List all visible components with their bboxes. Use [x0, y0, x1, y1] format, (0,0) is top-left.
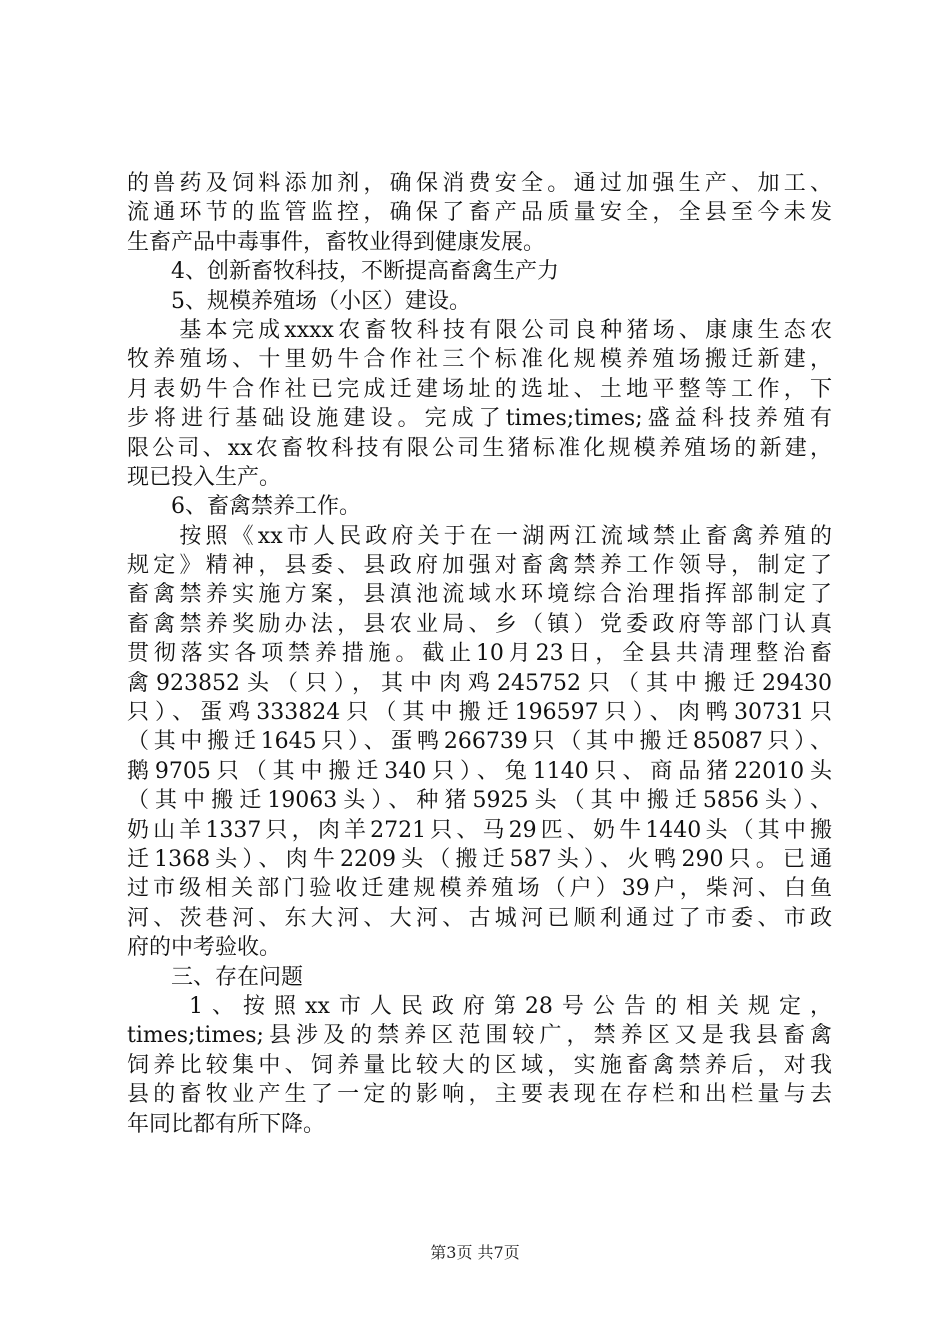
text-line: 限公司、xx农畜牧科技有限公司生猪标准化规模养殖场的新建， [127, 435, 832, 461]
text-line: 基本完成xxxx农畜牧科技有限公司良种猪场、康康生态农 [127, 317, 832, 343]
text-line: 府的中考验收。 [127, 935, 282, 961]
text-line: 河、茨巷河、东大河、大河、古城河已顺利通过了市委、市政 [127, 905, 832, 931]
text-line: times;times;县涉及的禁养区范围较广，禁养区又是我县畜禽 [127, 1023, 832, 1049]
text-line: 月表奶牛合作社已完成迁建场址的选址、土地平整等工作，下 [127, 376, 832, 402]
text-line: 流通环节的监管监控，确保了畜产品质量安全，全县至今未发 [127, 200, 832, 226]
text-line: 1、按照xx市人民政府第28号公告的相关规定， [127, 993, 832, 1019]
text-line: 按照《xx市人民政府关于在一湖两江流域禁止畜禽养殖的 [127, 523, 832, 549]
text-line: 迁1368头）、肉牛2209头（搬迁587头）、火鸭290只。已通 [127, 846, 832, 872]
text-line: 规定》精神，县委、县政府加强对畜禽禁养工作领导，制定了 [127, 553, 832, 579]
text-line: 现已投入生产。 [127, 464, 282, 490]
section-heading: 三、存在问题 [127, 964, 304, 990]
text-line: 生畜产品中毒事件，畜牧业得到健康发展。 [127, 229, 546, 255]
text-line: 畜禽禁养奖励办法，县农业局、乡（镇）党委政府等部门认真 [127, 611, 832, 637]
text-line: 年同比都有所下降。 [127, 1111, 326, 1137]
text-line: 步将进行基础设施建设。完成了times;times;盛益科技养殖有 [127, 406, 832, 432]
text-line: 奶山羊1337只，肉羊2721只、马29匹、奶牛1440头（其中搬 [127, 817, 832, 843]
text-line: （其中搬迁1645只）、蛋鸭266739只（其中搬迁85087只）、 [127, 729, 832, 755]
text-line: 只）、蛋鸡333824只（其中搬迁196597只）、肉鸭30731只 [127, 700, 832, 726]
text-line: 6、畜禽禁养工作。 [127, 494, 361, 520]
text-line: 5、规模养殖场（小区）建设。 [127, 288, 471, 314]
page-number-footer: 第3页 共7页 [430, 1243, 520, 1262]
text-line: 饲养比较集中、饲养量比较大的区域，实施畜禽禁养后，对我 [127, 1052, 832, 1078]
text-line: 贯彻落实各项禁养措施。截止10月23日，全县共清理整治畜 [127, 641, 832, 667]
text-line: 牧养殖场、十里奶牛合作社三个标准化规模养殖场搬迁新建， [127, 347, 832, 373]
text-line: 4、创新畜牧科技，不断提高畜禽生产力 [127, 259, 559, 285]
text-line: 畜禽禁养实施方案，县滇池流域水环境综合治理指挥部制定了 [127, 582, 832, 608]
text-line: 县的畜牧业产生了一定的影响，主要表现在存栏和出栏量与去 [127, 1082, 832, 1108]
text-line: 过市级相关部门验收迁建规模养殖场（户）39户，柴河、白鱼 [127, 876, 832, 902]
text-line: 的兽药及饲料添加剂，确保消费安全。通过加强生产、加工、 [127, 171, 832, 196]
text-line: 鹅9705只（其中搬迁340只）、兔1140只、商品猪22010头 [127, 758, 832, 784]
text-line: （其中搬迁19063头）、种猪5925头（其中搬迁5856头）、 [127, 788, 832, 814]
text-line: 禽923852头（只），其中肉鸡245752只（其中搬迁29430 [127, 670, 832, 696]
document-body [127, 169, 832, 1139]
